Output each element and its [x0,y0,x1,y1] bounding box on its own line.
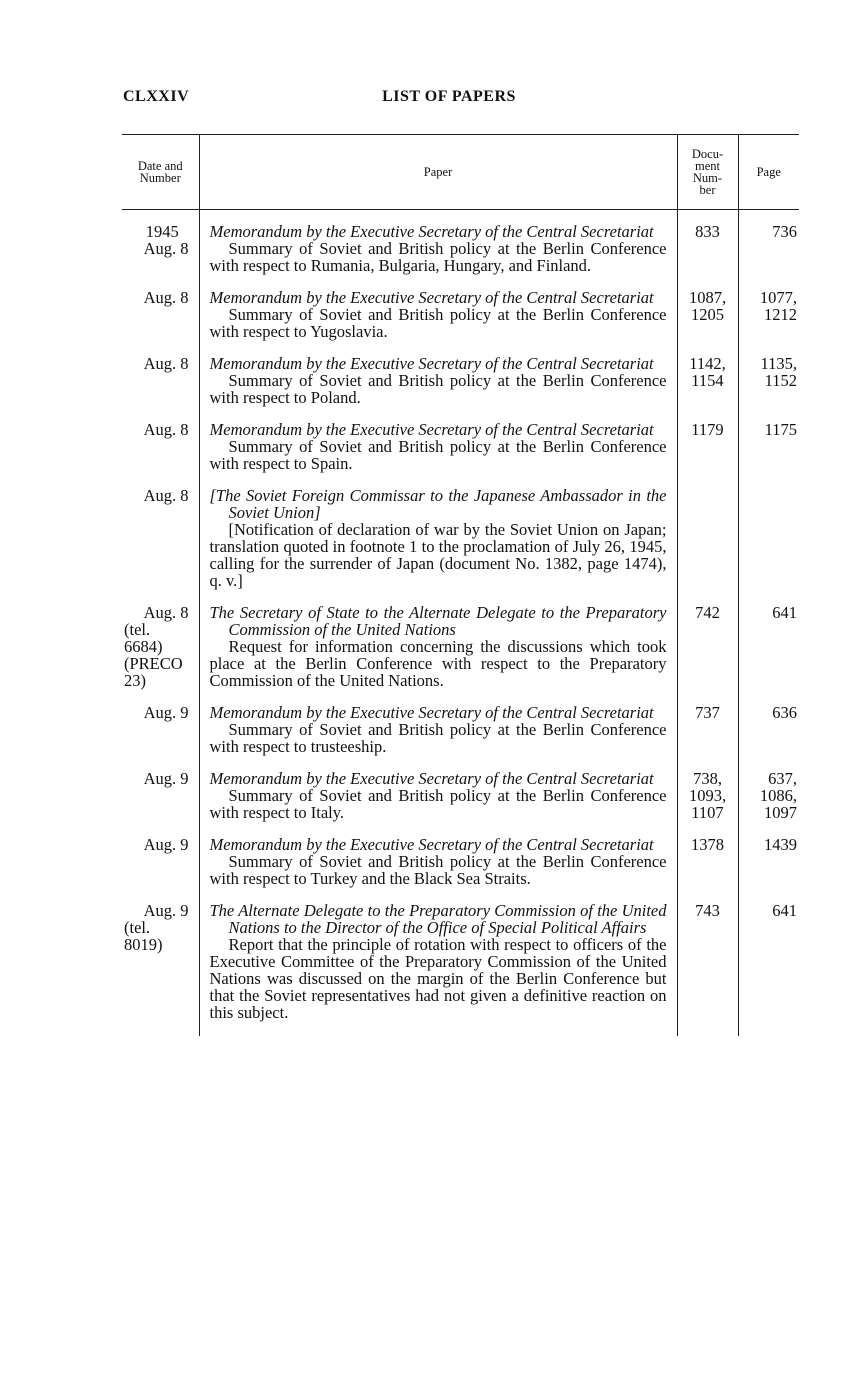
telegram-number: (PRECO [124,654,183,673]
header-date-line: Date and [137,159,183,173]
paper-cell [199,355,677,421]
telegram-number: 6684) [124,637,163,656]
telegram-number: (tel. [124,620,151,639]
header-doc-line: ber [699,183,716,197]
date-cell [122,902,199,1036]
page-number: 637, [768,769,797,788]
header-doc-line: Docu- [691,147,724,161]
page-title: LIST OF PAPERS [382,88,516,105]
paper-description: Summary of Soviet and British policy at the Berlin Conference with respect to Turkey and the Black Sea Straits. [209,852,667,888]
paper-title: Memorandum by the Executive Secretary of the Central Secretariat [209,354,654,373]
paper-cell [199,604,677,704]
table-row [122,836,799,902]
table-row [122,421,799,487]
header-document-number [677,135,738,210]
header-paper: Paper [199,135,677,210]
header-doc-line: Num- [692,171,723,185]
date-cell [122,604,199,704]
page-number: 1086, [759,786,797,805]
date-text: Aug. 8 [143,420,189,439]
page-number: 1212 [764,305,797,324]
paper-title: Memorandum by the Executive Secretary of the Central Secretariat [209,222,654,241]
paper-title: The Secretary of State to the Alternate Delegate to the Preparatory Commission of the United Nations [209,603,667,639]
header-page: Page [738,135,799,210]
telegram-number: 8019) [124,935,163,954]
table-row [122,289,799,355]
table-row [122,210,799,290]
document-number: 1142, [689,354,726,373]
document-number: 1093, [688,786,727,805]
document-number-cell [677,704,738,770]
date-cell [122,487,199,604]
paper-cell [199,770,677,836]
table-row [122,487,799,604]
document-number-cell [677,355,738,421]
papers-table [122,134,799,1036]
date-cell [122,704,199,770]
document-number-cell [677,421,738,487]
page-number-cell [738,902,799,1036]
page-number: 1097 [764,803,797,822]
header-doc-line: ment [695,159,720,173]
document-number-cell [677,604,738,704]
page-number: 641 [772,901,797,920]
page-number: 1175 [764,420,797,439]
document-number: 833 [695,222,720,241]
document-number: 742 [695,603,720,622]
paper-cell [199,902,677,1036]
page-number: 1152 [764,371,797,390]
date-text: Aug. 8 [143,239,189,258]
header-date-number [122,135,199,210]
year-label: 1945 [145,222,179,241]
date-text: Aug. 8 [143,354,189,373]
document-number: 738, [693,769,722,788]
table-row [122,355,799,421]
paper-description: Summary of Soviet and British policy at the Berlin Conference with respect to Yugoslavia. [209,305,667,341]
document-number: 1087, [688,288,727,307]
paper-cell [199,289,677,355]
paper-title: Memorandum by the Executive Secretary of the Central Secretariat [209,703,654,722]
date-text: Aug. 8 [143,288,189,307]
page-number-cell [738,836,799,902]
page-number-cell [738,355,799,421]
table-row [122,704,799,770]
paper-title: Memorandum by the Executive Secretary of the Central Secretariat [209,288,654,307]
page-number: 636 [772,703,797,722]
paper-cell [199,210,677,290]
document-number-cell [677,210,738,290]
page-number-cell [738,421,799,487]
date-cell [122,836,199,902]
paper-description: Summary of Soviet and British policy at the Berlin Conference with respect to trusteeship. [209,720,667,756]
document-number: 737 [695,703,720,722]
date-text: Aug. 9 [143,703,189,722]
paper-description: Summary of Soviet and British policy at the Berlin Conference with respect to Rumania, Bulgaria, Hungary, and Finland. [209,239,667,275]
page-header [123,88,795,112]
telegram-number: 23) [124,671,146,690]
paper-title: [The Soviet Foreign Commissar to the Japanese Ambassador in the Soviet Union] [209,486,667,522]
document-number: 1179 [691,420,724,439]
date-text: Aug. 9 [143,769,189,788]
page-number-cell [738,604,799,704]
date-text: Aug. 9 [143,835,189,854]
paper-description: Request for information concerning the discussions which took place at the Berlin Conference with respect to the Preparatory Commission of the United Nations. [209,637,667,690]
page-number: 641 [772,603,797,622]
paper-cell [199,704,677,770]
paper-title: Memorandum by the Executive Secretary of the Central Secretariat [209,835,654,854]
table-row [122,770,799,836]
page-number-cell [738,487,799,604]
document-number-cell [677,836,738,902]
page-number: 1439 [764,835,797,854]
paper-title: Memorandum by the Executive Secretary of the Central Secretariat [209,769,654,788]
page-number: 736 [772,222,797,241]
document-number-cell [677,902,738,1036]
paper-title: Memorandum by the Executive Secretary of the Central Secretariat [209,420,654,439]
paper-cell [199,421,677,487]
page-number-cell [738,289,799,355]
document-number-cell [677,289,738,355]
document-number: 743 [695,901,720,920]
date-cell [122,210,199,290]
telegram-number: (tel. [124,918,151,937]
page-number-roman: CLXXIV [123,88,190,105]
document-number: 1107 [691,803,724,822]
date-text: Aug. 8 [143,486,189,505]
document-number-cell [677,487,738,604]
document-number: 1154 [691,371,724,390]
header-date-line: Number [139,171,181,185]
date-cell [122,421,199,487]
table-row [122,604,799,704]
paper-description: Summary of Soviet and British policy at the Berlin Conference with respect to Spain. [209,437,667,473]
date-text: Aug. 8 [143,603,189,622]
date-cell [122,770,199,836]
page-number: 1077, [759,288,797,307]
page-number-cell [738,210,799,290]
page-number-cell [738,704,799,770]
document-number: 1205 [691,305,724,324]
paper-description: Summary of Soviet and British policy at the Berlin Conference with respect to Poland. [209,371,667,407]
document-number: 1378 [691,835,724,854]
table-header-row [122,135,799,210]
page-number-cell [738,770,799,836]
date-cell [122,355,199,421]
date-text: Aug. 9 [143,901,189,920]
table-row [122,902,799,1036]
paper-cell [199,487,677,604]
paper-description: Summary of Soviet and British policy at the Berlin Conference with respect to Italy. [209,786,667,822]
paper-description: [Notification of declaration of war by the Soviet Union on Japan; translation quoted in footnote 1 to the proclamation of July 26, 1945, calling for the surrender of Japan (document No. 1382, page 1474), q. v.] [209,520,667,590]
paper-cell [199,836,677,902]
document-number-cell [677,770,738,836]
date-cell [122,289,199,355]
paper-title: The Alternate Delegate to the Preparatory Commission of the United Nations to the Director of the Office of Special Political Affairs [209,901,667,937]
paper-description: Report that the principle of rotation with respect to officers of the Executive Committee of the Preparatory Commission of the United Nations was discussed on the margin of the Berlin Conference but that the Soviet representatives had not given a definitive reaction on this subject. [209,935,667,1022]
page-number: 1135, [760,354,797,373]
